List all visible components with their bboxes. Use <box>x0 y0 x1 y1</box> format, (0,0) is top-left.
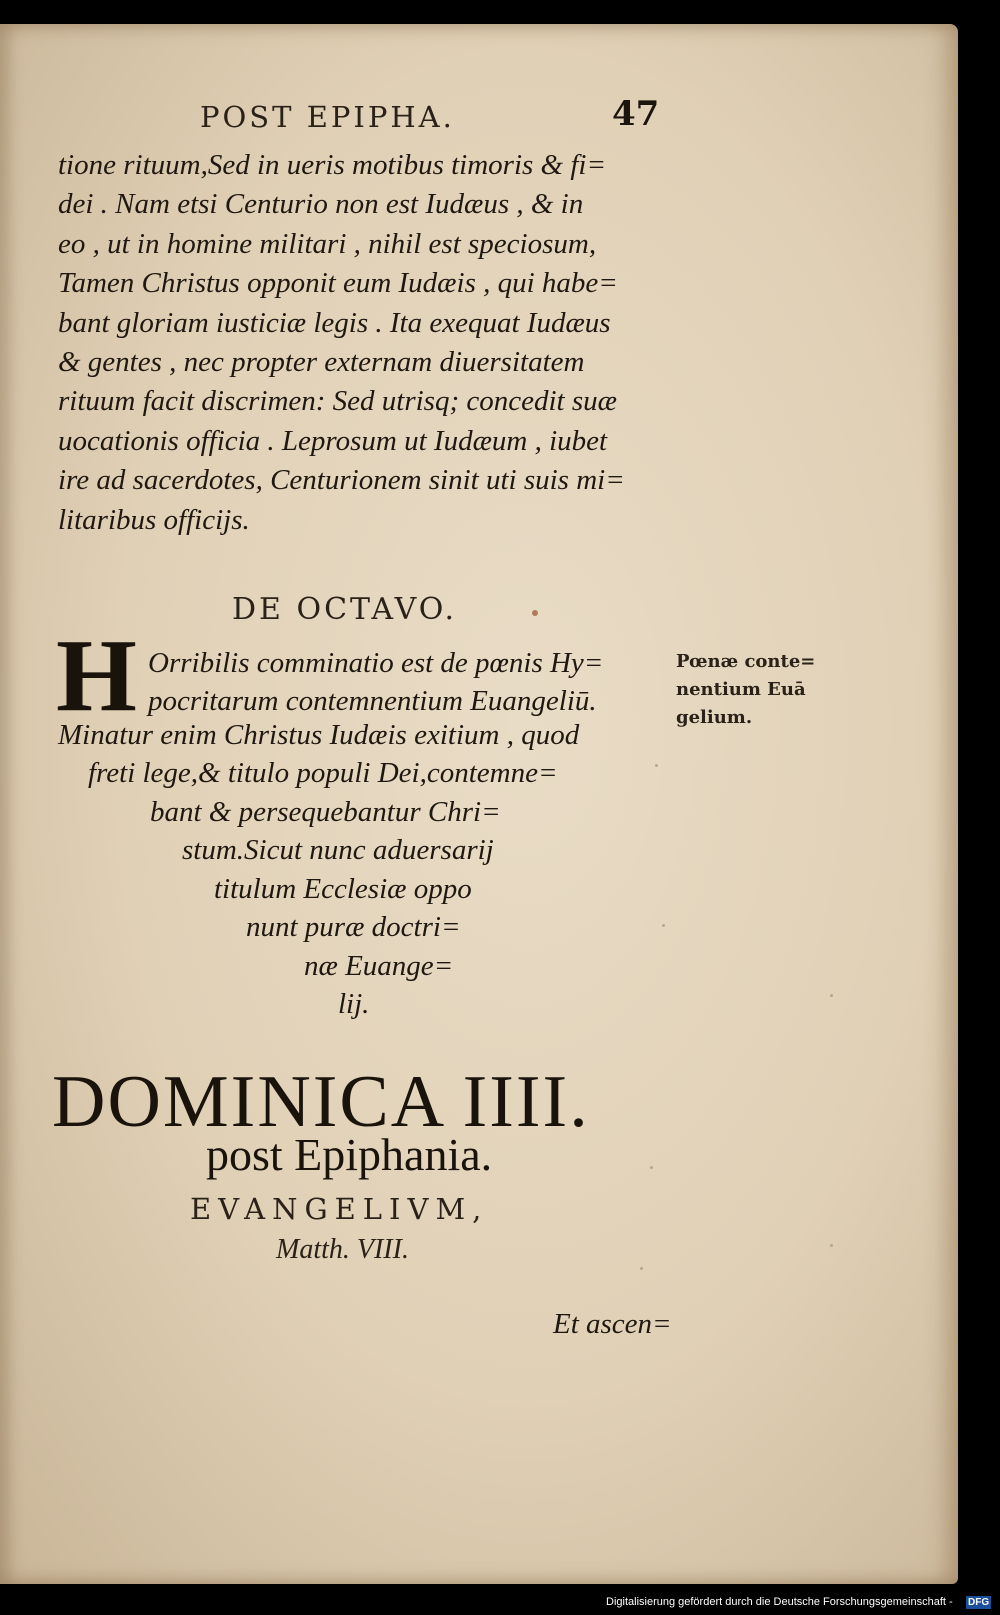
chapter-subtitle: post Epiphania. <box>206 1129 493 1180</box>
digitization-credit: Digitalisierung gefördert durch die Deutsche Forschungsgemeinschaft - <box>606 1596 953 1608</box>
paper-speck <box>662 924 665 927</box>
text-line: ire ad sacerdotes, Centurionem sinit uti suis mi= <box>58 464 625 497</box>
text-line: uocationis officia . Leprosum ut Iudæum , iubet <box>58 424 608 457</box>
catchword: Et ascen= <box>553 1308 672 1340</box>
text-line: rituum facit discrimen: Sed utrisq; concedit suæ <box>58 385 617 418</box>
drop-cap-letter: H <box>56 618 137 733</box>
book-page <box>0 24 958 1584</box>
paper-speck <box>830 1244 833 1247</box>
section-heading: DE OCTAVO. <box>232 592 458 627</box>
text-line: bant & persequebantur Chri= <box>150 796 501 828</box>
paper-speck <box>655 764 658 767</box>
text-line: Tamen Christus opponit eum Iudæis , qui habe= <box>58 267 618 300</box>
text-line: næ Euange= <box>304 950 454 982</box>
ink-dot <box>532 610 538 616</box>
text-line: stum.Sicut nunc aduersarij <box>182 834 494 866</box>
marginal-note <box>676 648 815 732</box>
gospel-heading: EVANGELIVM, <box>190 1192 489 1226</box>
paper-speck <box>830 994 833 997</box>
text-line: nunt puræ doctri= <box>246 911 461 943</box>
running-header: POST EPIPHA. <box>200 100 455 134</box>
body-paragraph <box>58 146 678 540</box>
paper-speck <box>640 1267 643 1270</box>
text-line: freti lege,& titulo populi Dei,contemne= <box>88 757 558 789</box>
text-line: Minatur enim Christus Iudæis exitium , quod <box>58 719 580 751</box>
text-line: Orribilis comminatio est de pœnis Hy= <box>148 647 604 679</box>
page-number: 47 <box>612 94 660 134</box>
marginal-note-line: nentium Euā <box>676 679 806 700</box>
text-line: lij. <box>338 988 370 1020</box>
gospel-reference: Matth. VIII. <box>276 1234 409 1265</box>
drop-cap-lines <box>148 644 603 720</box>
marginal-note-line: Pœnæ conte= <box>676 651 816 672</box>
text-line: & gentes , nec propter externam diuersitatem <box>58 346 585 379</box>
text-line: litaribus officijs. <box>58 503 250 536</box>
text-line: bant gloriam iusticiæ legis . Ita exequat Iudæus <box>58 306 611 339</box>
text-line: tione rituum,Sed in ueris motibus timoris & fi= <box>58 149 607 181</box>
text-line: dei . Nam etsi Centurio non est Iudæus , & in <box>58 188 584 221</box>
marginal-note-line: gelium. <box>676 707 753 728</box>
text-line: eo , ut in homine militari , nihil est speciosum, <box>58 227 597 260</box>
dfg-logo: DFG <box>968 1597 990 1608</box>
chapter-title: DOMINICA IIII. <box>52 1061 590 1143</box>
paper-speck <box>650 1166 653 1169</box>
text-line: titulum Ecclesiæ oppo <box>214 873 472 905</box>
text-line: pocritarum contemnentium Euangeliū. <box>148 685 597 717</box>
